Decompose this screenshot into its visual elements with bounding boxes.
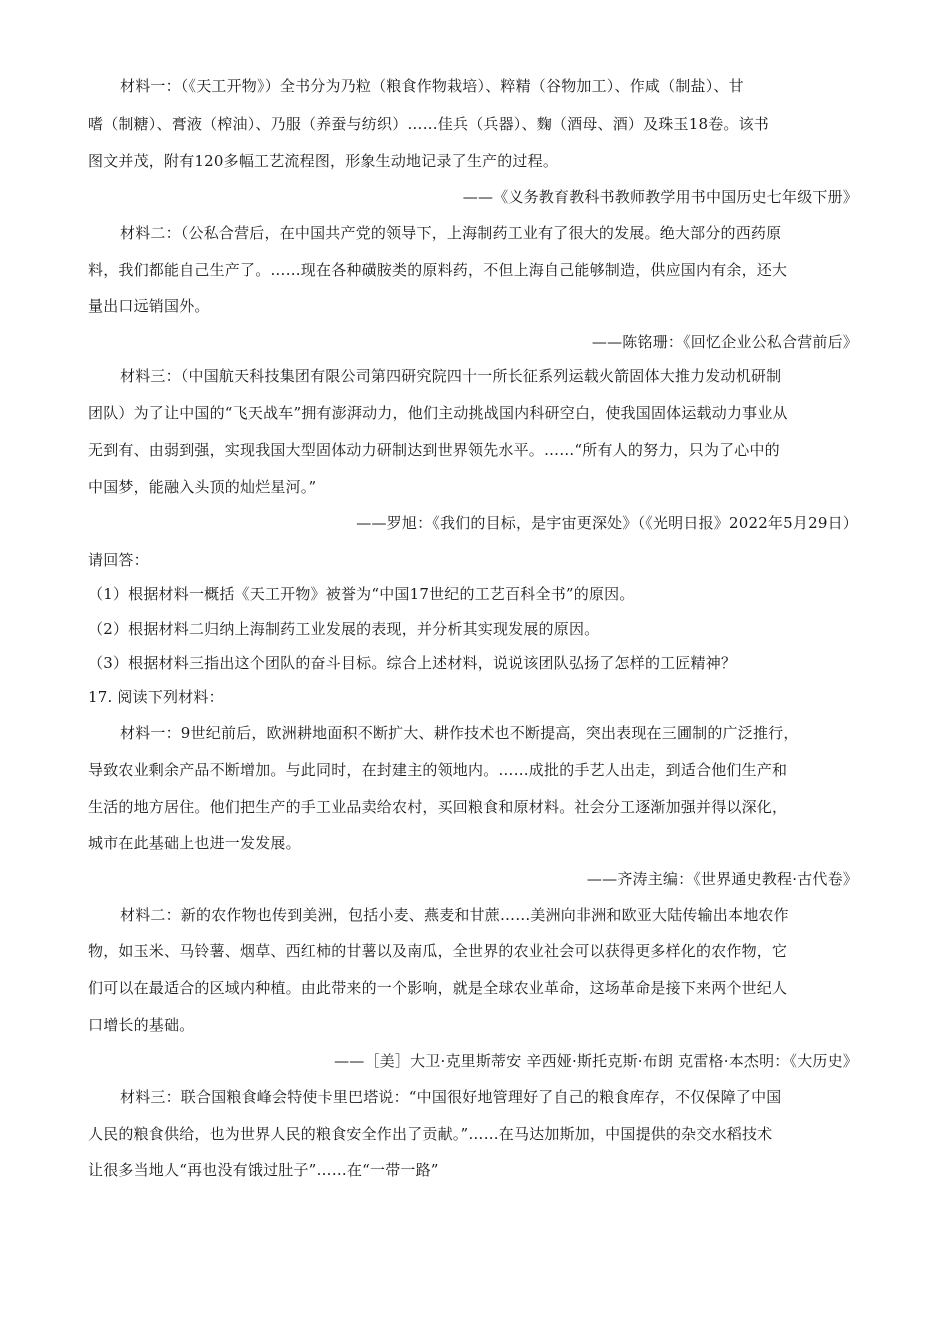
material-3-line-3: 无到有、由弱到强，实现我国大型固体动力研制达到世界领先水平。……“所有人的努力，只为了心中的 — [88, 441, 780, 459]
q17-material-1-line-3: 生活的地方居住。他们把生产的手工业品卖给农村，买回粮食和原材料。社会分工逐渐加强并得以深化， — [88, 798, 788, 816]
q17-material-1-line-1: 材料一：9世纪前后，欧洲耕地面积不断扩大、耕作技术也不断提高，突出表现在三圃制的广泛推行， — [120, 724, 799, 742]
material-2-source: ——陈铭珊：《回忆企业公私合营前后》 — [591, 333, 858, 351]
q17-material-1-source: ——齐涛主编：《世界通史教程·古代卷》 — [586, 870, 858, 888]
material-2-line-2: 料，我们都能自己生产了。……现在各种磺胺类的原料药，不但上海自己能够制造，供应国内有余，还大 — [88, 261, 788, 279]
material-3-line-1: 材料三：（中国航天科技集团有限公司第四研究院四十一所长征系列运载火箭固体大推力发动机研制 — [120, 367, 782, 385]
material-1-line-3: 图文并茂，附有120多幅工艺流程图，形象生动地记录了生产的过程。 — [88, 152, 559, 170]
q17-material-3-line-2: 人民的粮食供给，也为世界人民的粮食安全作出了贡献。”……在马达加斯加，中国提供的杂交水稻技术 — [88, 1125, 773, 1143]
material-2-line-3: 量出口远销国外。 — [88, 297, 210, 315]
material-2-line-1: 材料二：（公私合营后，在中国共产党的领导下，上海制药工业有了很大的发展。绝大部分的西药原 — [120, 224, 782, 242]
q17-material-1-line-4: 城市在此基础上也进一发发展。 — [88, 834, 301, 852]
q17-material-2-source: ——［美］大卫·克里斯蒂安 辛西娅·斯托克斯·布朗 克雷格·本杰明：《大历史》 — [334, 1052, 858, 1070]
question-1: （1）根据材料一概括《天工开物》被誉为“中国17世纪的工艺百科全书”的原因。 — [88, 585, 635, 603]
q17-material-2-line-4: 口增长的基础。 — [88, 1016, 195, 1034]
material-1-source: ——《义务教育教科书教师教学用书中国历史七年级下册》 — [462, 188, 858, 206]
q17-material-2-line-3: 们可以在最适合的区域内种植。由此带来的一个影响，就是全球农业革命，这场革命是接下来两个世纪人 — [88, 979, 788, 997]
answer-prompt: 请回答： — [88, 551, 149, 569]
material-1-line-2: 嗜（制糖）、膏液（榨油）、乃服（养蚕与纺织）……佳兵（兵器）、麴（酒母、酒）及珠玉18卷。该书 — [88, 115, 769, 133]
q17-material-2-line-1: 材料二：新的农作物也传到美洲，包括小麦、燕麦和甘蔗……美洲向非洲和欧亚大陆传输出本地农作 — [120, 906, 789, 924]
material-3-line-4: 中国梦，能融入头顶的灿烂星河。” — [88, 478, 317, 496]
q17-material-3-line-3: 让很多当地人“再也没有饿过肚子”……在“一带一路” — [88, 1161, 439, 1179]
question-17-heading: 17. 阅读下列材料： — [88, 688, 224, 706]
q17-material-1-line-2: 导致农业剩余产品不断增加。与此同时，在封建主的领地内。……成批的手艺人出走，到适合他们生产和 — [88, 761, 788, 779]
material-3-line-2: 团队）为了让中国的“飞天战车”拥有澎湃动力，他们主动挑战国内科研空白，使我国固体运载动力事业从 — [88, 404, 788, 422]
q17-material-3-line-1: 材料三：联合国粮食峰会特使卡里巴塔说：“中国很好地管理好了自己的粮食库存，不仅保障了中国 — [120, 1088, 782, 1106]
question-3: （3）根据材料三指出这个团队的奋斗目标。综合上述材料，说说该团队弘扬了怎样的工匠精神？ — [88, 654, 737, 672]
material-3-source: ——罗旭：《我们的目标，是宇宙更深处》（《光明日报》2022年5月29日） — [356, 514, 858, 532]
q17-material-2-line-2: 物，如玉米、马铃薯、烟草、西红柿的甘薯以及南瓜，全世界的农业社会可以获得更多样化的农作物，它 — [88, 942, 788, 960]
question-2: （2）根据材料二归纳上海制药工业发展的表现，并分析其实现发展的原因。 — [88, 620, 600, 638]
material-1-line-1: 材料一：（《天工开物》）全书分为乃粒（粮食作物栽培）、粹精（谷物加工）、作咸（制盐）、甘 — [120, 77, 744, 95]
